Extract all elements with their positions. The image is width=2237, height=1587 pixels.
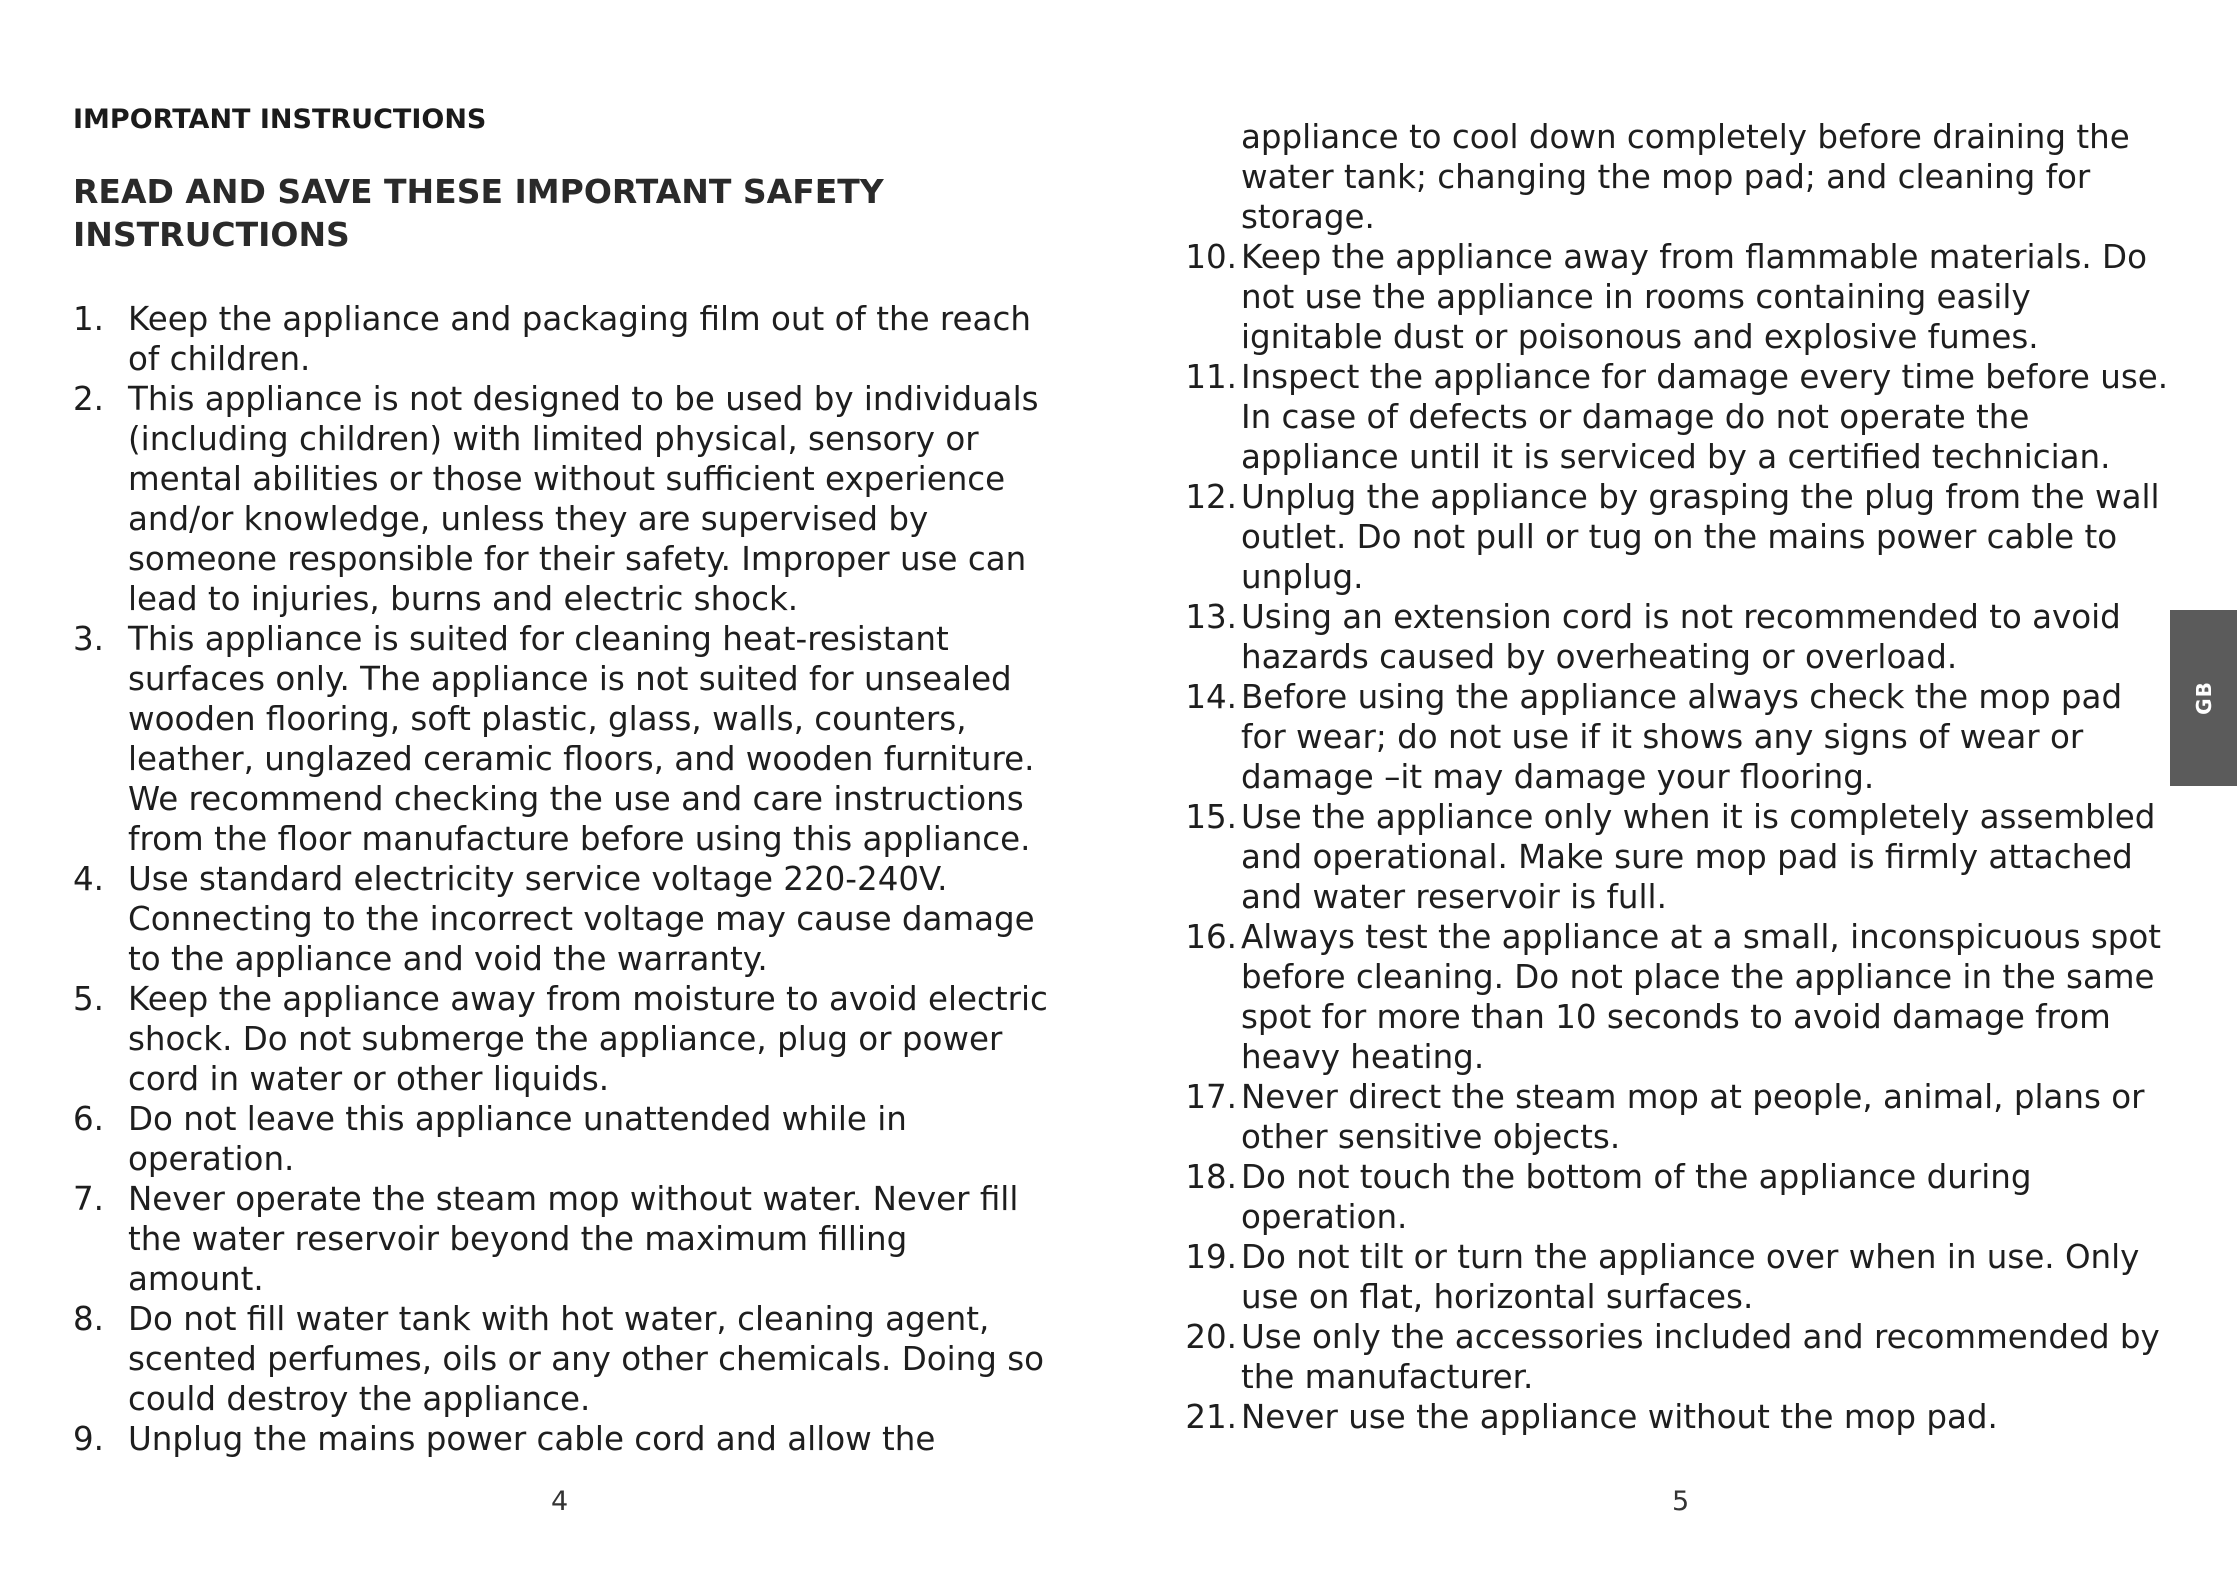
- item-number: 21.: [1185, 1398, 1237, 1436]
- item-text: Unplug the mains power cable cord and allow the: [128, 1420, 936, 1458]
- list-item: [73, 979, 1073, 1099]
- item-number: 20.: [1185, 1318, 1237, 1356]
- list-item: [73, 859, 1073, 979]
- item-text: This appliance is suited for cleaning heat-resistant surfaces only. The appliance is not suited for unsealed wooden flooring, soft plastic, glass, walls, counters, leather, unglazed ceramic floors, and wooden furniture. We recommend checking the use and care instructions from the floor manufacture before using this appliance.: [128, 620, 1035, 858]
- left-page: [0, 0, 1118, 1587]
- item-text: Do not fill water tank with hot water, cleaning agent, scented perfumes, oils or any other chemicals. Doing so could destroy the appliance.: [128, 1300, 1045, 1418]
- item-text: Keep the appliance and packaging film out of the reach of children.: [128, 300, 1031, 378]
- item-number: 14.: [1185, 678, 1237, 716]
- item-text: Do not leave this appliance unattended while in operation.: [128, 1100, 907, 1178]
- safety-title-text: READ AND SAVE THESE IMPORTANT SAFETY INSTRUCTIONS: [73, 172, 884, 254]
- list-item: [73, 299, 1073, 379]
- item-text: Use only the accessories included and recommended by the manufacturer.: [1241, 1318, 2160, 1396]
- item-text: This appliance is not designed to be used by individuals (including children) with limited physical, sensory or mental abilities or those without sufficient experience and/or knowledge, unless they are supervised by someone responsible for their safety. Improper use can lead to injuries, burns and electric shock.: [128, 380, 1039, 618]
- safety-title: [73, 170, 973, 256]
- list-item: [73, 379, 1073, 619]
- item-number: 11.: [1185, 358, 1237, 396]
- section-heading: IMPORTANT INSTRUCTIONS: [73, 104, 487, 135]
- item-number: 1.: [73, 300, 105, 338]
- list-item: [73, 619, 1073, 859]
- item-text: Do not touch the bottom of the appliance during operation.: [1241, 1158, 2032, 1236]
- list-item: [73, 1099, 1073, 1179]
- item-text: Never direct the steam mop at people, animal, plans or other sensitive objects.: [1241, 1078, 2145, 1156]
- item-number: 5.: [73, 980, 105, 1018]
- language-tab: [2170, 610, 2237, 786]
- item-number: 10.: [1185, 238, 1237, 276]
- item-text: Use standard electricity service voltage 220-240V. Connecting to the incorrect voltage may cause damage to the appliance and void the warranty.: [128, 860, 1035, 978]
- list-item: [1181, 477, 2237, 597]
- item-number: 7.: [73, 1180, 105, 1218]
- item-text: Keep the appliance away from moisture to avoid electric shock. Do not submerge the appliance, plug or power cord in water or other liquids.: [128, 980, 1048, 1098]
- list-item: [1181, 597, 2237, 677]
- item-text: Always test the appliance at a small, inconspicuous spot before cleaning. Do not place the appliance in the same spot for more than 10 seconds to avoid damage from heavy heating.: [1241, 918, 2162, 1076]
- list-item: [1181, 1397, 2237, 1437]
- item-number: 8.: [73, 1300, 105, 1338]
- item-text: Inspect the appliance for damage every time before use. In case of defects or damage do not operate the appliance until it is serviced by a certified technician.: [1241, 358, 2169, 476]
- instruction-list-left: [73, 299, 1073, 1459]
- right-page: [1118, 0, 2237, 1587]
- item-text: Do not tilt or turn the appliance over when in use. Only use on flat, horizontal surfaces.: [1241, 1238, 2140, 1316]
- list-item: [1181, 357, 2237, 477]
- continued-item-text: appliance to cool down completely before draining the water tank; changing the mop pad; and cleaning for storage.: [1241, 118, 2130, 236]
- item-number: 19.: [1185, 1238, 1237, 1276]
- list-item: [1181, 1237, 2237, 1317]
- page-number: 5: [1672, 1486, 1690, 1517]
- item-number: 6.: [73, 1100, 105, 1138]
- list-item: [73, 1179, 1073, 1299]
- list-item: [1181, 1077, 2237, 1157]
- item-number: 16.: [1185, 918, 1237, 956]
- item-text: Never use the appliance without the mop pad.: [1241, 1398, 1998, 1436]
- item-text: Before using the appliance always check the mop pad for wear; do not use if it shows any signs of wear or damage –it may damage your flooring.: [1241, 678, 2123, 796]
- item-number: 12.: [1185, 478, 1237, 516]
- item-text: Using an extension cord is not recommended to avoid hazards caused by overheating or overload.: [1241, 598, 2121, 676]
- item-number: 4.: [73, 860, 105, 898]
- item-text: Unplug the appliance by grasping the plug from the wall outlet. Do not pull or tug on the mains power cable to unplug.: [1241, 478, 2160, 596]
- list-item: [73, 1419, 1073, 1459]
- item-number: 2.: [73, 380, 105, 418]
- item-number: 15.: [1185, 798, 1237, 836]
- list-item: [1181, 677, 2237, 797]
- page-number: 4: [551, 1486, 569, 1517]
- item-text: Keep the appliance away from flammable materials. Do not use the appliance in rooms containing easily ignitable dust or poisonous and explosive fumes.: [1241, 238, 2147, 356]
- list-item: [1181, 237, 2237, 357]
- item-number: 13.: [1185, 598, 1237, 636]
- item-number: 18.: [1185, 1158, 1237, 1196]
- instruction-list-right: [1181, 117, 2237, 1437]
- item-text: Never operate the steam mop without water. Never fill the water reservoir beyond the maximum filling amount.: [128, 1180, 1019, 1298]
- item-number: 3.: [73, 620, 105, 658]
- list-item: [1181, 797, 2237, 917]
- item-text: Use the appliance only when it is completely assembled and operational. Make sure mop pad is firmly attached and water reservoir is full.: [1241, 798, 2156, 916]
- list-item: [73, 1299, 1073, 1419]
- item-number: 17.: [1185, 1078, 1237, 1116]
- list-item: [1181, 917, 2237, 1077]
- list-item: [1181, 1157, 2237, 1237]
- list-item: [1181, 1317, 2237, 1397]
- item-number: 9.: [73, 1420, 105, 1458]
- language-tab-label: GB: [2191, 681, 2216, 715]
